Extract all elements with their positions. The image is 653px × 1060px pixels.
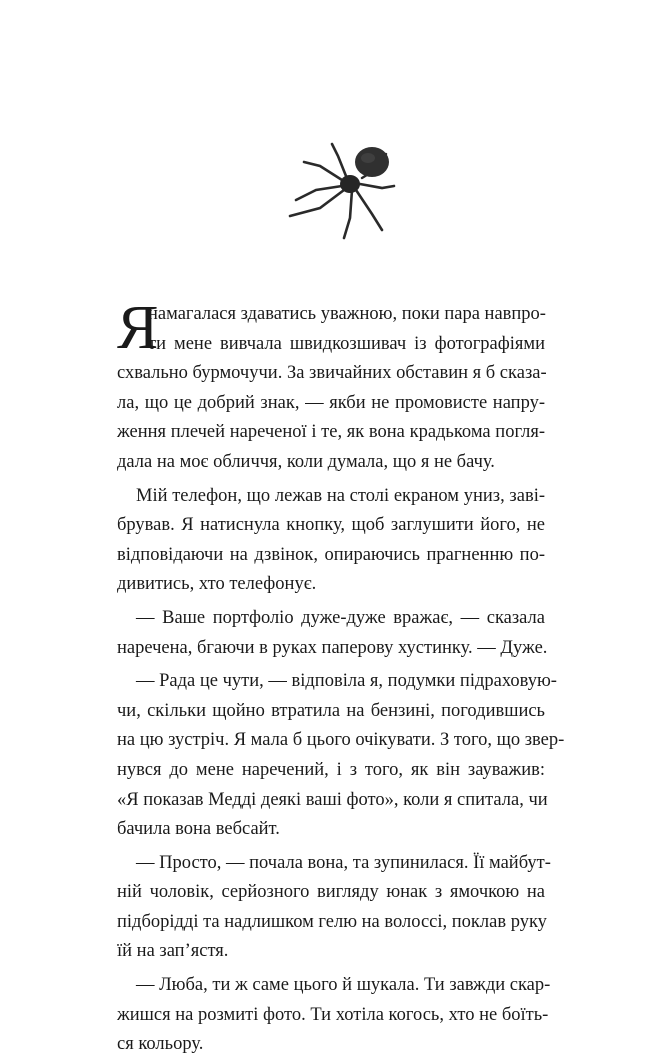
paragraph bbox=[117, 849, 551, 967]
spider-icon bbox=[286, 138, 398, 250]
text-line: намагалася здаватись уважною, поки пара навпро- bbox=[148, 304, 546, 324]
text-line: брував. Я натиснула кнопку, щоб заглушити його, не bbox=[117, 515, 545, 536]
paragraph bbox=[117, 294, 547, 478]
text-line: — Люба, ти ж саме цього й шукала. Ти завжди скар- bbox=[136, 975, 551, 996]
drop-cap: Я bbox=[117, 294, 159, 362]
text-line: — Просто, — почала вона, та зупинилася. Її майбут- bbox=[136, 852, 551, 873]
text-line: їй на зап’ястя. bbox=[117, 941, 229, 962]
text-line: відповідаючи на дзвінок, опираючись прагненню по- bbox=[117, 544, 545, 565]
text-line: ся кольору. bbox=[117, 1034, 204, 1055]
text-line: ла, що це добрий знак, — якби не промовисте напру- bbox=[117, 392, 545, 413]
text-line: ти мене вивчала швидкозшивач із фотографіями bbox=[148, 333, 545, 354]
text-line: дивитись, хто телефонує. bbox=[117, 574, 317, 595]
text-line: схвально бурмочучи. За звичайних обставин я б сказа- bbox=[117, 363, 547, 384]
text-line: дала на моє обличчя, коли думала, що я не бачу. bbox=[117, 451, 495, 472]
text-line: Мій телефон, що лежав на столі екраном униз, заві- bbox=[136, 485, 545, 506]
paragraph bbox=[117, 971, 551, 1060]
body-text bbox=[117, 294, 565, 1060]
paragraph bbox=[117, 482, 545, 600]
text-line: ній чоловік, серйозного вигляду юнак з ямочкою на bbox=[117, 882, 545, 903]
text-line: наречена, бгаючи в руках паперову хустинку. — Дуже. bbox=[117, 637, 548, 658]
text-line: ження плечей нареченої і те, як вона крадькома погля- bbox=[117, 422, 545, 443]
paragraph bbox=[117, 604, 548, 663]
text-line: чи, скільки щойно втратила на бензині, погодившись bbox=[117, 700, 545, 721]
text-line: — Ваше портфоліо дуже-дуже вражає, — сказала bbox=[136, 607, 545, 628]
text-line: підборідді та надлишком гелю на волоссі, поклав руку bbox=[117, 911, 547, 932]
text-line: «Я показав Медді деякі ваші фото», коли я спитала, чи bbox=[117, 789, 548, 810]
paragraph bbox=[117, 667, 565, 845]
text-line: бачила вона вебсайт. bbox=[117, 819, 280, 840]
text-line: нувся до мене наречений, і з того, як він зауважив: bbox=[117, 759, 545, 780]
text-line: на цю зустріч. Я мала б цього очікувати. З того, що звер- bbox=[117, 730, 565, 751]
text-line: жишся на розмиті фото. Ти хотіла когось, хто не боїть- bbox=[117, 1004, 549, 1025]
text-line: — Рада це чути, — відповіла я, подумки підраховую- bbox=[136, 671, 557, 692]
